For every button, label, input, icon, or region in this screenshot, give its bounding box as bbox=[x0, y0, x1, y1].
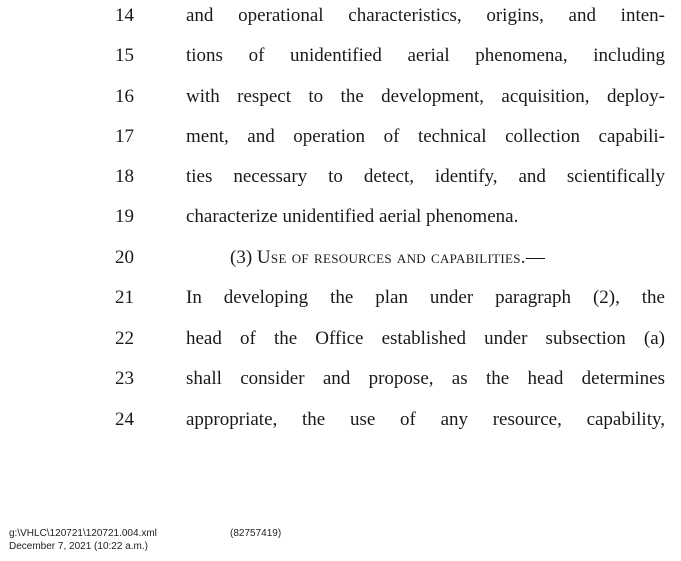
bill-line-21 bbox=[0, 284, 681, 312]
line-number: 23 bbox=[115, 368, 134, 389]
bill-line-19 bbox=[0, 203, 681, 231]
line-number: 22 bbox=[115, 328, 134, 349]
line-number: 16 bbox=[115, 86, 134, 107]
line-number: 14 bbox=[115, 5, 134, 26]
paragraph-heading: Use of resources and capabilities. bbox=[256, 247, 526, 268]
paragraph-heading-line bbox=[230, 244, 665, 272]
bill-line-18 bbox=[0, 163, 681, 191]
footer-file-path: g:\VHLC\120721\120721.004.xml bbox=[9, 528, 157, 539]
line-number: 17 bbox=[115, 126, 134, 147]
line-number: 21 bbox=[115, 287, 134, 308]
line-text: ment, and operation of technical collection capabili- bbox=[186, 126, 665, 147]
document-footer bbox=[9, 527, 282, 553]
line-text: characterize unidentified aerial phenomena. bbox=[186, 206, 519, 227]
line-text: appropriate, the use of any resource, capability, bbox=[186, 409, 665, 430]
line-text: In developing the plan under paragraph (2), the bbox=[186, 287, 665, 308]
line-number: 18 bbox=[115, 166, 134, 187]
heading-dash: — bbox=[525, 247, 545, 268]
bill-line-14 bbox=[0, 2, 681, 30]
line-text: tions of unidentified aerial phenomena, including bbox=[186, 45, 665, 66]
bill-line-17 bbox=[0, 123, 681, 151]
line-text: and operational characteristics, origins, and inten- bbox=[186, 5, 665, 26]
bill-line-20 bbox=[0, 244, 681, 272]
footer-date: December 7, 2021 (10:22 a.m.) bbox=[9, 541, 148, 552]
footer-doc-code: (82757419) bbox=[230, 528, 282, 539]
paragraph-number: (3) bbox=[230, 247, 257, 268]
bill-line-23 bbox=[0, 365, 681, 393]
bill-line-16 bbox=[0, 83, 681, 111]
line-text: ties necessary to detect, identify, and scientifically bbox=[186, 166, 665, 187]
bill-line-15 bbox=[0, 42, 681, 70]
bill-line-22 bbox=[0, 325, 681, 353]
line-number: 24 bbox=[115, 409, 134, 430]
line-number: 20 bbox=[115, 247, 134, 268]
line-number: 19 bbox=[115, 206, 134, 227]
line-text: shall consider and propose, as the head determines bbox=[186, 368, 665, 389]
line-number: 15 bbox=[115, 45, 134, 66]
line-text: with respect to the development, acquisition, deploy- bbox=[186, 86, 665, 107]
line-text: head of the Office established under subsection (a) bbox=[186, 328, 665, 349]
bill-line-24 bbox=[0, 406, 681, 434]
